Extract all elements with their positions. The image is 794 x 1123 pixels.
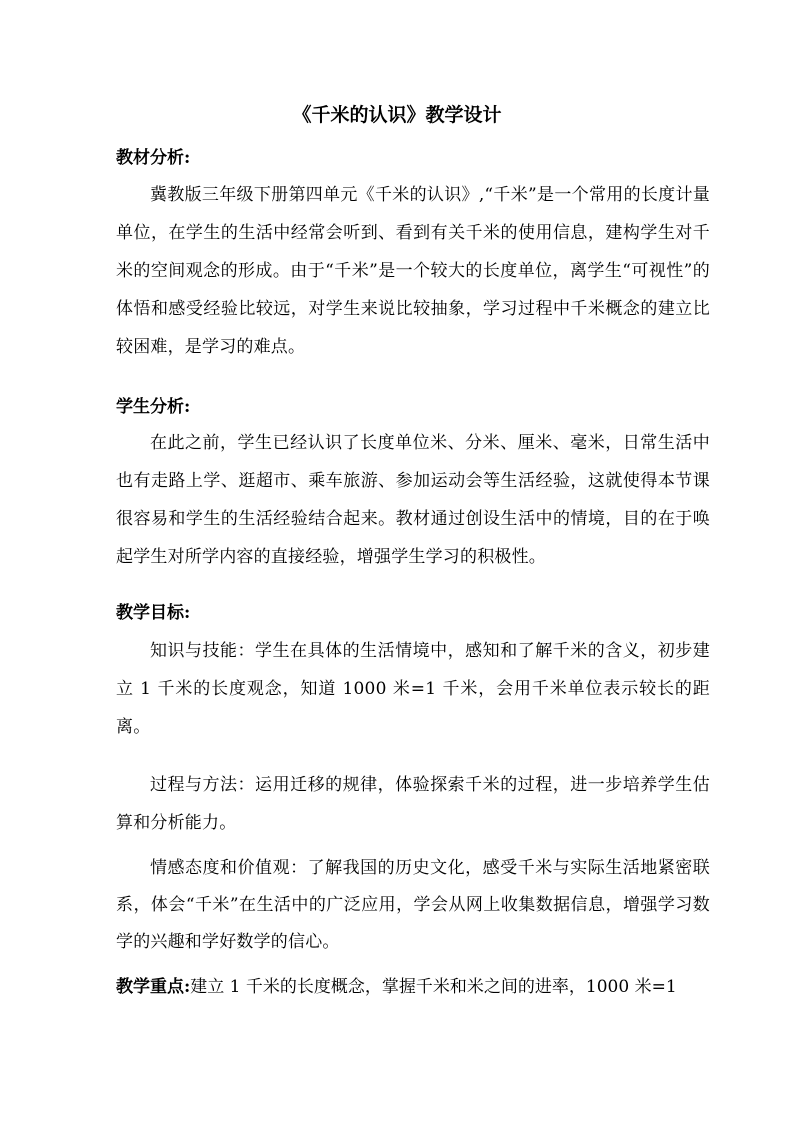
teaching-focus-line (116, 974, 716, 1000)
heading-material-analysis: 教材分析: (116, 148, 191, 168)
teaching-focus-text: 建立 1 千米的长度概念，掌握千米和米之间的进率，1000 米=1 (190, 977, 677, 997)
paragraph-material-analysis: 冀教版三年级下册第四单元《千米的认识》,“千米”是一个常用的长度计量单位，在学生的生活中经常会听到、看到有关千米的使用信息，建构学生对千米的空间观念的形成。由于“千米”是一个较大的长度单位，离学生“可视性”的体悟和感受经验比较远，对学生来说比较抽象，学习过程中千米概念的建立比较困难，是学习的难点。 (116, 185, 710, 357)
heading-student-analysis: 学生分析: (116, 397, 191, 417)
paragraph-student-analysis: 在此之前，学生已经认识了长度单位米、分米、厘米、毫米，日常生活中也有走路上学、逛超市、乘车旅游、参加运动会等生活经验，这就使得本节课很容易和学生的生活经验结合起来。教材通过创设生活中的情境，目的在于唤起学生对所学内容的直接经验，增强学生学习的积极性。 (116, 433, 710, 567)
goal-process-methods: 过程与方法：运用迁移的规律，体验探索千米的过程，进一步培养学生估算和分析能力。 (116, 775, 710, 833)
goal-emotion-values: 情感态度和价值观：了解我国的历史文化，感受千米与实际生活地紧密联系，体会“千米”在生活中的广泛应用，学会从网上收集数据信息，增强学习数学的兴趣和学好数学的信心。 (116, 858, 710, 952)
teaching-focus-label: 教学重点: (116, 977, 191, 997)
goal-knowledge-skills: 知识与技能：学生在具体的生活情境中，感知和了解千米的含义，初步建立 1 千米的长度观念，知道 1000 米=1 千米，会用千米单位表示较长的距离。 (116, 641, 710, 737)
heading-teaching-goals: 教学目标: (116, 603, 191, 623)
document-title: 《千米的认识》教学设计 (292, 104, 502, 126)
